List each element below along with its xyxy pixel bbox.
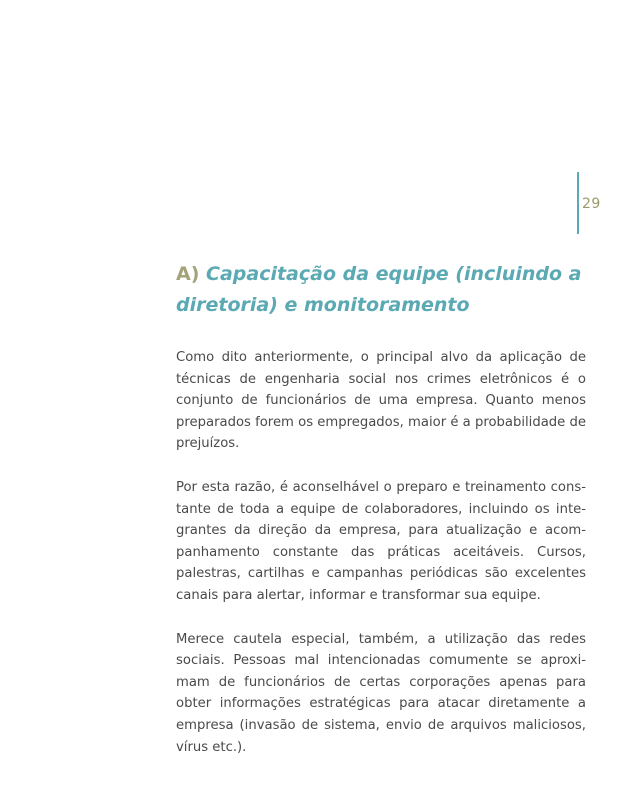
paragraph: Por esta razão, é aconselhável o preparo e treinamento constante de toda a equipe de colaboradores, incluindo os integrantes da direção da empresa, para atualização e acompanhamento constante das práticas aceitáveis. Cursos, palestras, cartilhas e campanhas periódicas são excelentes canais para alertar, informar e transformar sua equipe. [176,479,586,603]
section-title: Capacitação da equipe (incluindo a diretoria) e monitoramento [176,263,582,316]
body-text [176,347,586,780]
paragraph: Merece cautela especial, também, a utilização das redes sociais. Pessoas mal intencionadas comumente se aproximam de funcionários de certas corporações apenas para obter informações estratégicas para atacar diretamente a empresa (invasão de sistema, envio de arquivos maliciosos, vírus etc.). [176,631,586,755]
section-prefix: A) [176,263,200,285]
page-number-rule [577,172,579,234]
section-heading [176,259,586,321]
paragraph: Como dito anteriormente, o principal alvo da aplicação de técnicas de engenharia social nos crimes eletrônicos é o conjunto de funcionários de uma empresa. Quanto menos preparados forem os empregados, maior é a probabilidade de prejuízos. [176,350,586,452]
page-number: 29 [582,196,601,212]
